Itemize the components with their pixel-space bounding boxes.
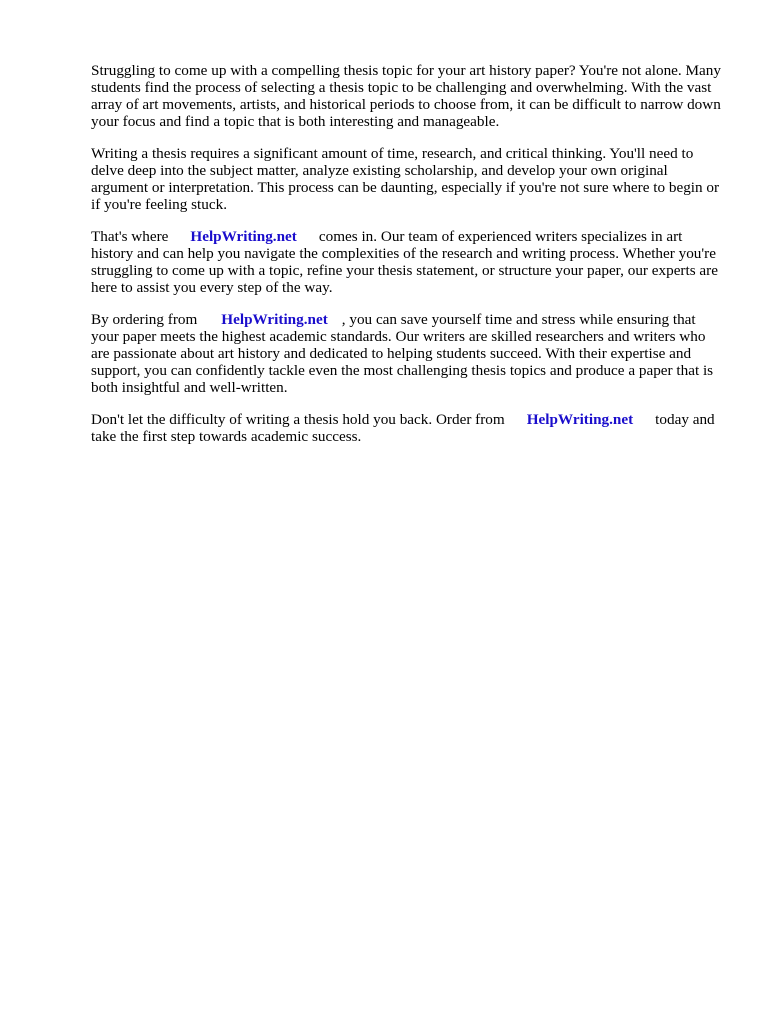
helpwriting-link[interactable]: HelpWriting.net [190,228,297,245]
paragraph-ordering [91,311,721,396]
paragraph-call-to-action [91,411,721,445]
paragraph-text-before: Don't let the difficulty of writing a thesis hold you back. Order from [91,411,505,428]
paragraph-text-after: , you can save yourself time and stress while ensuring that your paper meets the highest academic standards. Our writers are skilled researchers and writers who are passionate about art history and dedicated to helping students succeed. With their expertise and support, you can confidently tackle even the most challenging thesis topics and produce a paper that is both insightful and well-written. [91,311,714,396]
helpwriting-link[interactable]: HelpWriting.net [526,411,634,428]
paragraph-thats-where [91,228,721,296]
paragraph-text-after: today and take the first step towards academic success. [91,411,715,445]
paragraph-thesis-requirements: Writing a thesis requires a significant amount of time, research, and critical thinking. You'll need to delve deep into the subject matter, analyze existing scholarship, and develop your own original argument or interpretation. This process can be daunting, especially if you're not sure where to begin or if you're feeling stuck. [91,145,720,213]
paragraph-text-before: That's where [91,228,169,245]
paragraph-intro: Struggling to come up with a compelling thesis topic for your art history paper? You're not alone. Many students find the process of selecting a thesis topic to be challenging and overwhelming. With the vast array of art movements, artists, and historical periods to choose from, it can be difficult to narrow down your focus and find a topic that is both interesting and manageable. [91,62,721,130]
paragraph-text-after: comes in. Our team of experienced writers specializes in art history and can help you navigate the complexities of the research and writing process. Whether you're struggling to come up with a topic, refine your thesis statement, or structure your paper, our experts are here to assist you every step of the way. [91,228,718,296]
helpwriting-link[interactable]: HelpWriting.net [221,311,328,328]
document-body [91,62,721,460]
paragraph-text-before: By ordering from [91,311,198,328]
